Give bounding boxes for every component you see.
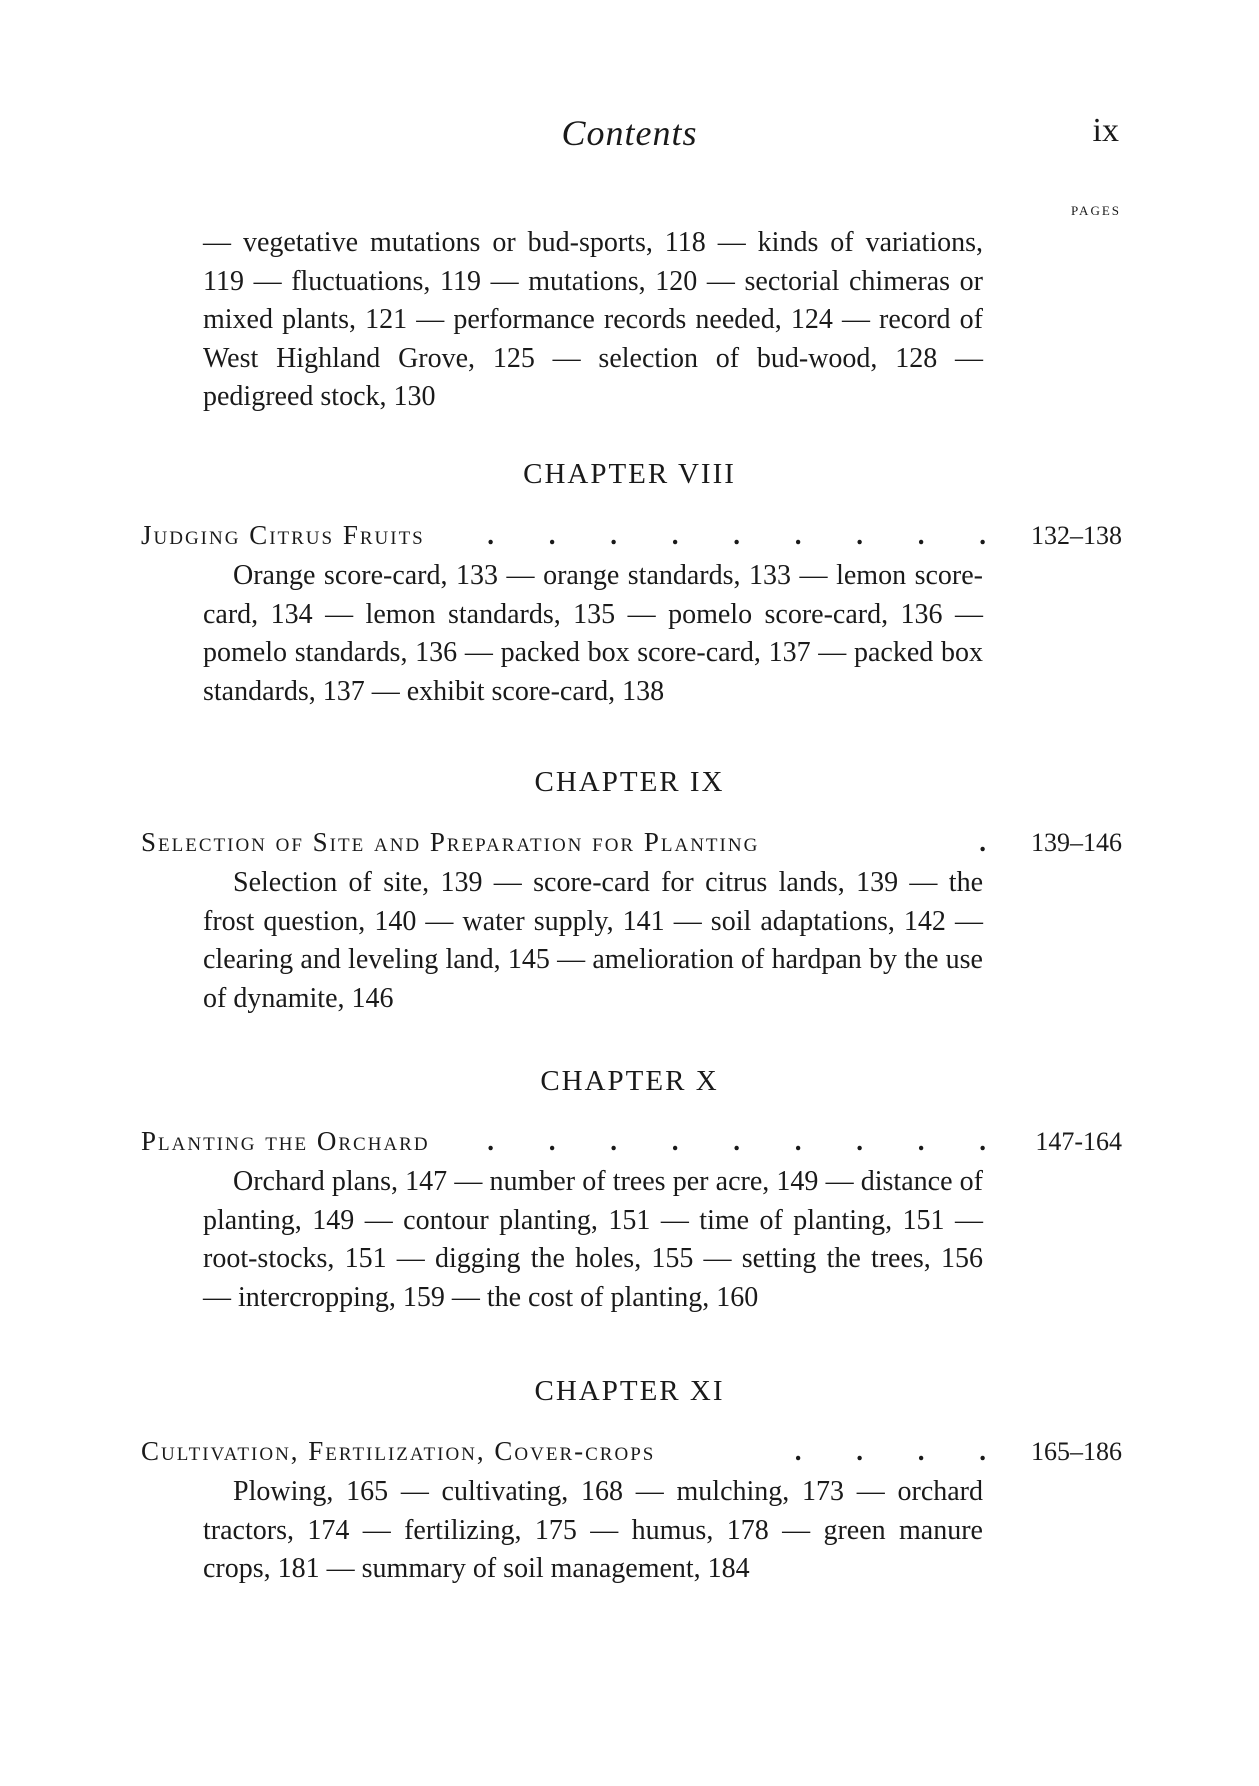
dot-leaders: . (979, 827, 1010, 857)
chapter-ix-pages: 139–146 (1031, 828, 1122, 857)
chapter-ix-summary: Selection of site, 139 — score-card for citrus lands, 139 — the frost question, 140 — water supply, 141 — soil adaptations, 142 — clearing and leveling land, 145 — amelioration of hardpan by the use of dynamite, 146 (203, 867, 983, 1014)
chapter-viii-summary: Orange score-card, 133 — orange standards, 133 — lemon score-card, 134 — lemon standards, 135 — pomelo score-card, 136 — pomelo standards, 136 — packed box score-card, 137 — packed box standards, 137 — exhibit score-card, 138 (203, 560, 983, 707)
chapter-ix-entry (141, 827, 1122, 858)
chapter-xi-title: Cultivation, Fertilization, Cover-crops (141, 1436, 656, 1466)
chapter-xi-pages: 165–186 (1031, 1437, 1122, 1466)
page-number: ix (1092, 112, 1119, 149)
dot-leaders: . . . . . . . . . (487, 1126, 1010, 1156)
chapter-viii-entry (141, 520, 1122, 551)
dot-leaders: . . . . (794, 1436, 1010, 1466)
dot-leaders: . . . . . . . . . (487, 520, 1010, 550)
chapter-x-heading: CHAPTER X (540, 1065, 719, 1097)
chapter-x-entry (141, 1126, 1122, 1157)
pages-column-label: PAGES (1071, 203, 1121, 218)
chapter-vii-summary-continued: — vegetative mutations or bud-sports, 118 — kinds of variations, 119 — fluctuations, 119 — mutations, 120 — sectorial chimeras or mixed plants, 121 — performance records needed, 124 — record of West Highland Grove, 125 — selection of bud-wood, 128 — pedigreed stock, 130 (203, 227, 983, 412)
chapter-ix-title: Selection of Site and Preparation for Planting (141, 827, 760, 857)
chapter-viii-heading: CHAPTER VIII (523, 458, 736, 490)
chapter-ix-heading: CHAPTER IX (534, 766, 725, 798)
chapter-viii-title: Judging Citrus Fruits (141, 520, 425, 550)
chapter-x-pages: 147-164 (1035, 1127, 1122, 1156)
chapter-x-title: Planting the Orchard (141, 1126, 430, 1156)
running-title: Contents (561, 113, 698, 153)
chapter-xi-entry (141, 1436, 1122, 1467)
chapter-viii-pages: 132–138 (1031, 521, 1122, 550)
chapter-xi-heading: CHAPTER XI (534, 1375, 725, 1407)
chapter-x-summary: Orchard plans, 147 — number of trees per acre, 149 — distance of planting, 149 — contour planting, 151 — time of planting, 151 — root-stocks, 151 — digging the holes, 155 — setting the trees, 156 — intercropping, 159 — the cost of planting, 160 (203, 1166, 983, 1313)
chapter-xi-summary: Plowing, 165 — cultivating, 168 — mulching, 173 — orchard tractors, 174 — fertilizing, 175 — humus, 178 — green manure crops, 181 — summary of soil management, 184 (203, 1476, 983, 1584)
